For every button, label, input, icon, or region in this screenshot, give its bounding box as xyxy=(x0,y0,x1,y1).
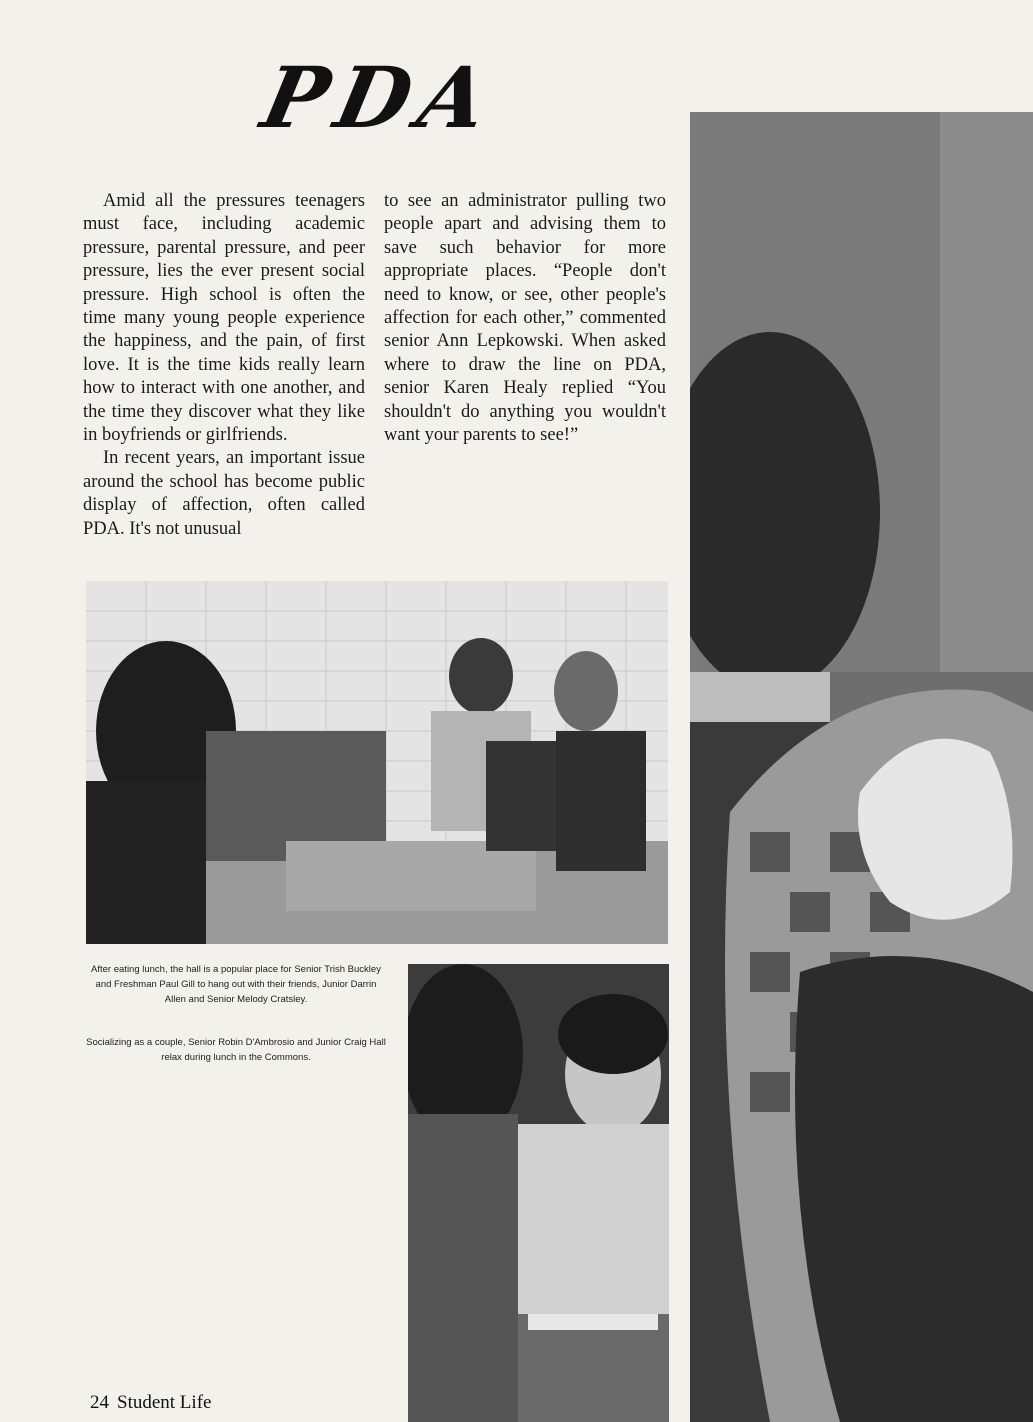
article-paragraph: Amid all the pressures teenagers must face, including academic pressure, parental pressure, and peer pressure, lies the ever present social pressure. High school is often the time many young people experience the happiness, and the pain, of first love. It is the time kids really learn how to interact with one another, and the time they discover what they like in boyfriends or girlfriends. xyxy=(83,191,365,446)
photo-caption: After eating lunch, the hall is a popular place for Senior Trish Buckley and Freshman Paul Gill to hang out with their friends, Junior Darrin Allen and Senior Melody Cratsley. xyxy=(91,964,381,1005)
page-footer xyxy=(90,1392,211,1414)
article-paragraph: In recent years, an important issue around the school has become public display of affection, often called PDA. It's not unusual xyxy=(83,448,365,539)
page-number: 24 xyxy=(90,1392,109,1413)
photo-group-hallway xyxy=(86,581,668,944)
photo-embrace-closeup-image xyxy=(690,112,1033,1422)
photo-embrace-closeup xyxy=(690,112,1033,1422)
section-name: Student Life xyxy=(117,1392,212,1413)
article-paragraph: to see an administrator pulling two people apart and advising them to save such behavior for more appropriate places. “People don't need to know, or see, other people's affection for each other,” commented senior Ann Lepkowski. When asked where to draw the line on PDA, senior Karen Healy replied “You shouldn't do anything you wouldn't want your parents to see!” xyxy=(384,191,666,446)
photo-group-hallway-image xyxy=(86,581,668,944)
photo-caption: Socializing as a couple, Senior Robin D'Ambrosio and Junior Craig Hall relax during lunch in the Commons. xyxy=(86,1037,386,1063)
photo-couple-commons-image xyxy=(408,964,669,1422)
article-column-left xyxy=(83,190,365,541)
page-title: PDA xyxy=(253,48,507,147)
article-column-right xyxy=(384,190,666,447)
photo-couple-commons xyxy=(408,964,669,1422)
